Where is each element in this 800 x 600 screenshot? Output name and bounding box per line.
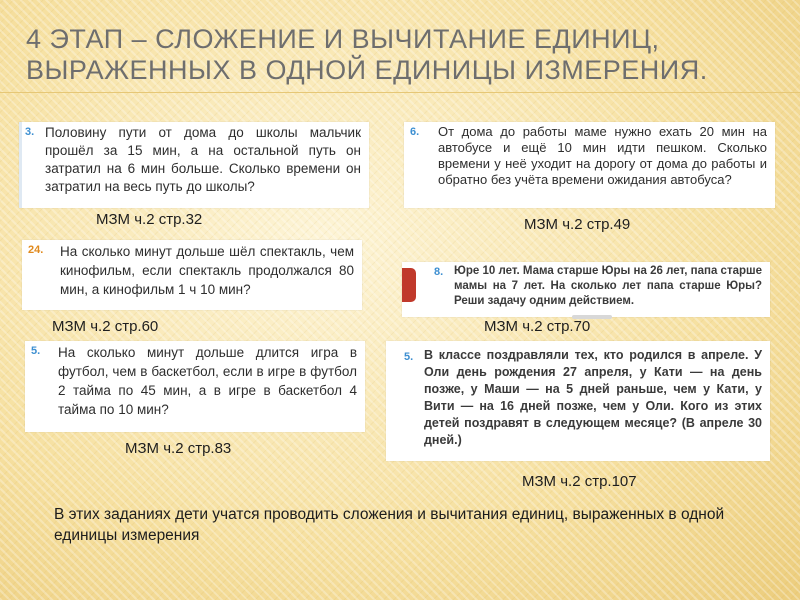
task-caption-3: МЗМ ч.2 стр.60 [52, 318, 159, 335]
task-caption-1: МЗМ ч.2 стр.32 [96, 211, 203, 228]
task-card-2 [404, 122, 775, 208]
task-text: Половину пути от дома до школы мальчик прошёл за 15 мин, а на остальной путь он затратил на 6 мин больше. Сколько времени он затратил на весь путь до школы? [45, 125, 361, 194]
task-number: 24. [28, 244, 44, 256]
bookmark-tab [402, 268, 416, 302]
task-text: От дома до работы маме нужно ехать 20 мин на автобусе и ещё 10 мин идти пешком. Сколько времени у неё уходит на дорогу от дома до работы и обратно без учёта времени ожидания автобуса? [438, 124, 767, 187]
task-text: Юре 10 лет. Мама старше Юры на 26 лет, папа старше мамы на 7 лет. На сколько лет папа старше Юры? Реши задачу одним действием. [454, 265, 762, 307]
task-caption-5: МЗМ ч.2 стр.83 [125, 440, 232, 457]
task-caption-6: МЗМ ч.2 стр.107 [522, 473, 637, 490]
task-text: На сколько минут дольше шёл спектакль, чем кинофильм, если спектакль продолжался 80 мин, а кинофильм 1 ч 10 мин? [60, 244, 354, 297]
task-card-3 [22, 240, 362, 310]
task-number: 8. [434, 266, 444, 278]
card-edge [19, 122, 22, 208]
task-text: В классе поздравляли тех, кто родился в апреле. У Оли день рождения 27 апреля, у Кати — на день позже, у Маши — на 5 дней раньше, чем у Кати, у Вити — на 16 дней позже, чем у Оли. Кого из этих детей поздравят в следующем месяце? (В апреле 30 дней.) [424, 348, 762, 447]
task-card-1 [19, 122, 369, 208]
task-number: 6. [410, 126, 420, 138]
summary-note: В этих заданиях дети учатся проводить сложения и вычитания единиц, выраженных в одной единицы измерения [54, 506, 725, 544]
task-card-5 [25, 341, 365, 432]
task-text: На сколько минут дольше длится игра в футбол, чем в баскетбол, если в игре в футбол 2 тайма по 45 мин, а в игре в баскетбол 4 тайма по 10 мин? [58, 345, 357, 417]
task-number: 5. [404, 351, 414, 363]
task-caption-2: МЗМ ч.2 стр.49 [524, 216, 631, 233]
task-card-4 [402, 262, 770, 317]
slide-title: 4 ЭТАП – СЛОЖЕНИЕ И ВЫЧИТАНИЕ ЕДИНИЦ, ВЫРАЖЕННЫХ В ОДНОЙ ЕДИНИЦЫ ИЗМЕРЕНИЯ. [26, 24, 708, 85]
task-number: 5. [31, 345, 41, 357]
task-number: 3. [25, 126, 35, 138]
task-card-6 [386, 341, 770, 461]
title-divider [0, 92, 800, 93]
task-caption-4: МЗМ ч.2 стр.70 [484, 318, 591, 335]
